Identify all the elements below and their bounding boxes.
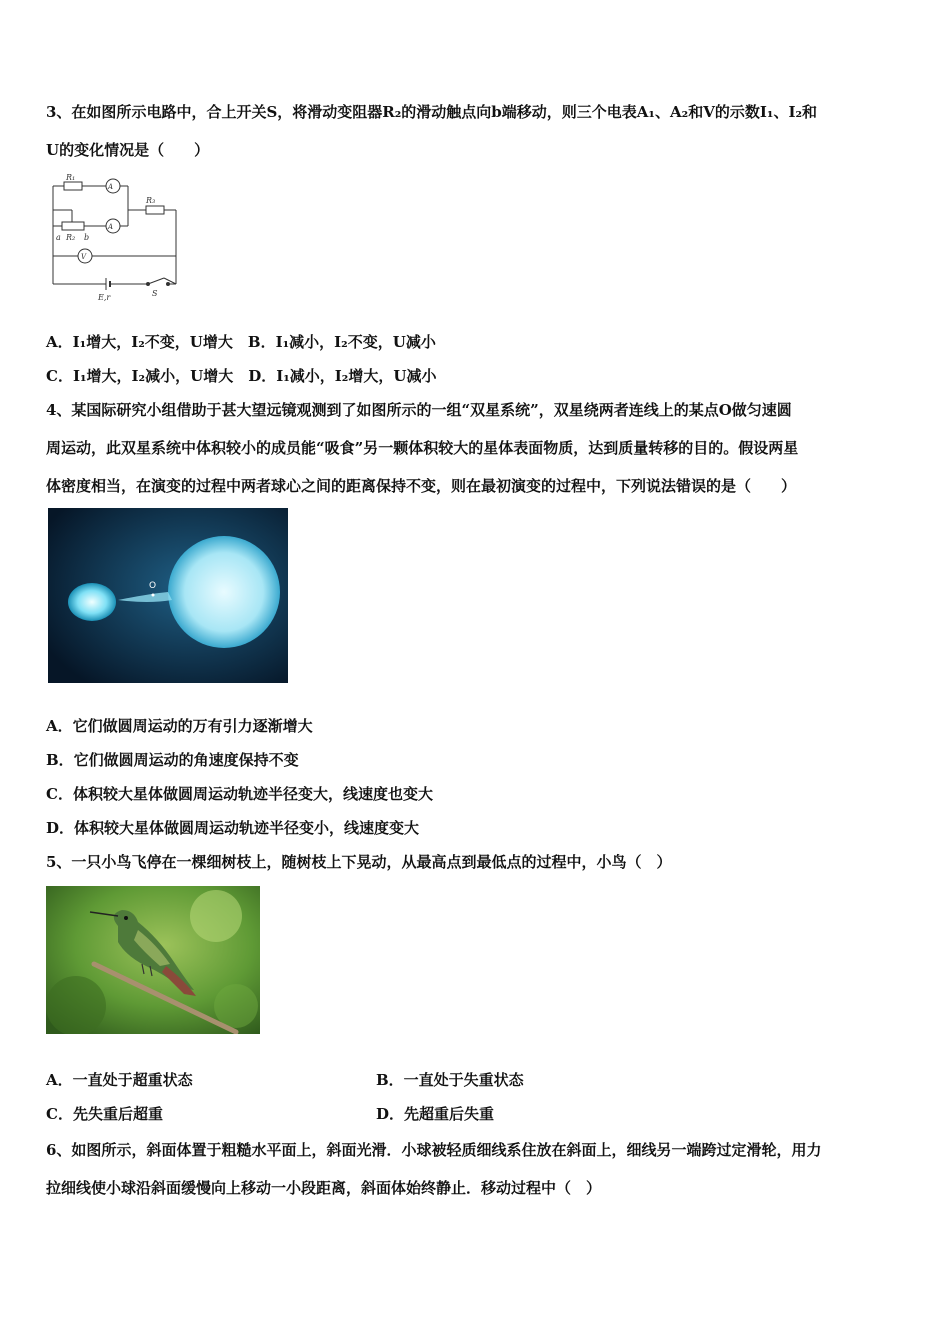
label-s: S bbox=[152, 289, 158, 298]
q6-stem-line2: 拉细线使小球沿斜面缓慢向上移动一小段距离，斜面体始终静止．移动过程中（ ） bbox=[46, 1179, 602, 1197]
large-star bbox=[168, 536, 280, 648]
label-r3: R₃ bbox=[146, 196, 156, 205]
q4-stem-line2: 周运动，此双星系统中体积较小的成员能“吸食”另一颗体积较大的星体表面物质，达到质量转移的目的。假设两星 bbox=[46, 439, 799, 457]
svg-text:A: A bbox=[108, 223, 114, 231]
q3-stem-line2: U的变化情况是（ ） bbox=[46, 141, 210, 159]
q4-stem-line1: 4、某国际研究小组借助于甚大望远镜观测到了如图所示的一组“双星系统”，双星绕两者连线上的某点O做匀速圆 bbox=[46, 401, 792, 419]
q3-circuit-diagram bbox=[48, 172, 184, 302]
label-er: E,r bbox=[98, 293, 111, 302]
q4-binary-star-image bbox=[48, 508, 288, 683]
q5-option-c: C．先失重后超重 bbox=[46, 1105, 163, 1123]
label-b: b bbox=[84, 233, 90, 242]
q4-option-c: C．体积较大星体做圆周运动轨迹半径变大，线速度也变大 bbox=[46, 785, 433, 803]
q4-stem-line3: 体密度相当，在演变的过程中两者球心之间的距离保持不变，则在最初演变的过程中，下列说法错误的是（ ） bbox=[46, 477, 797, 495]
label-a: a bbox=[56, 233, 61, 242]
q3-options-row2: C．I₁增大，I₂减小，U增大 D．I₁减小，I₂增大，U减小 bbox=[46, 367, 437, 385]
q5-option-b: B．一直处于失重状态 bbox=[376, 1071, 524, 1089]
q6-stem-line1: 6、如图所示，斜面体置于粗糙水平面上，斜面光滑．小球被轻质细线系住放在斜面上，细线另一端跨过定滑轮，用力 bbox=[46, 1141, 822, 1159]
label-o: O bbox=[149, 581, 157, 591]
q3-options-row1: A．I₁增大，I₂不变，U增大 B．I₁减小，I₂不变，U减小 bbox=[46, 333, 436, 351]
q3-stem-line1: 3、在如图所示电路中，合上开关S，将滑动变阻器R₂的滑动触点向b端移动，则三个电表A₁、A₂和V的示数I₁、I₂和 bbox=[46, 103, 818, 121]
label-r2: R₂ bbox=[66, 233, 76, 242]
q5-option-a: A．一直处于超重状态 bbox=[46, 1071, 193, 1089]
q5-stem: 5、一只小鸟飞停在一棵细树枝上，随树枝上下晃动，从最高点到最低点的过程中，小鸟（ ） bbox=[46, 853, 672, 871]
q5-hummingbird-photo bbox=[46, 886, 260, 1034]
small-star bbox=[68, 583, 116, 621]
q4-option-b: B．它们做圆周运动的角速度保持不变 bbox=[46, 751, 299, 769]
svg-text:V: V bbox=[81, 253, 87, 261]
svg-text:A: A bbox=[108, 183, 114, 191]
q5-option-d: D．先超重后失重 bbox=[376, 1105, 495, 1123]
q4-option-a: A．它们做圆周运动的万有引力逐渐增大 bbox=[46, 717, 313, 735]
label-r1: R₁ bbox=[66, 173, 76, 182]
q4-option-d: D．体积较大星体做圆周运动轨迹半径变小，线速度变大 bbox=[46, 819, 420, 837]
